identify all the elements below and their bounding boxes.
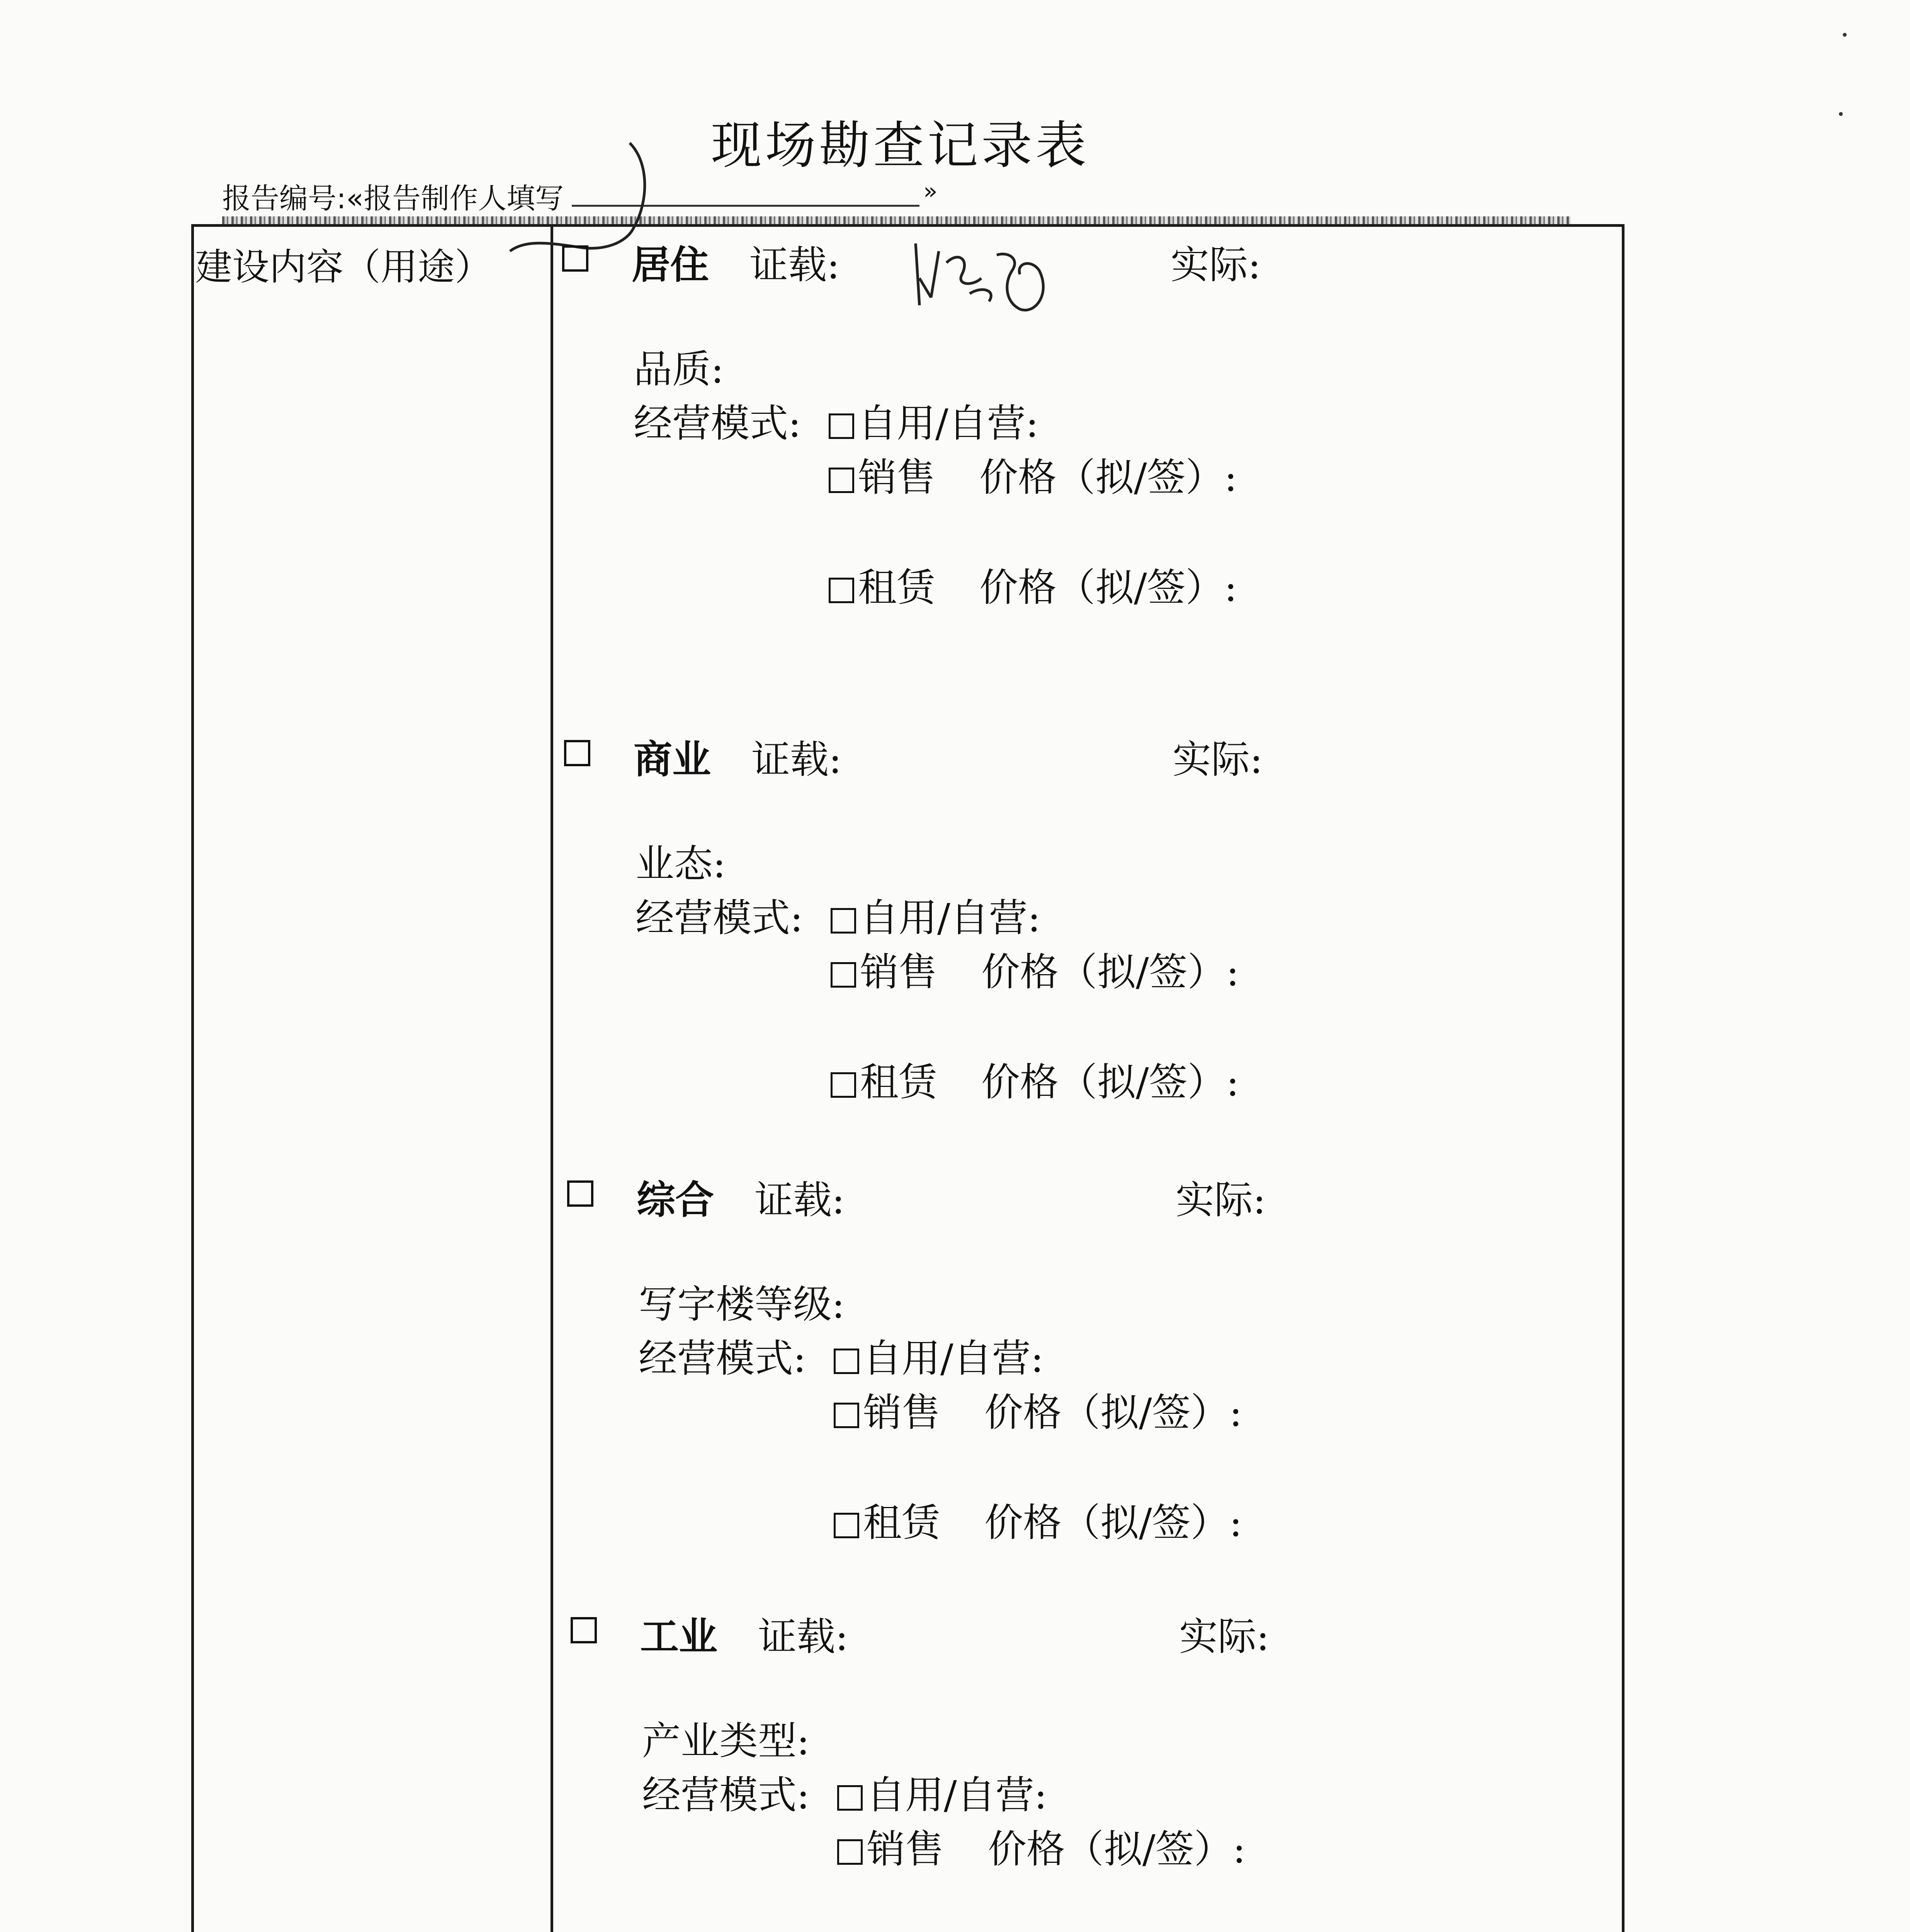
category-checkbox[interactable] [567, 1180, 593, 1207]
option-label: 租赁 [860, 1060, 937, 1105]
option-label: 销售 [858, 455, 935, 500]
option-checkbox[interactable] [834, 1513, 859, 1538]
report-number-close: » [923, 178, 938, 205]
option-sale[interactable] [834, 1381, 940, 1437]
header-rule [222, 216, 1570, 225]
option-label: 销售 [860, 949, 937, 995]
option-checkbox[interactable] [837, 1785, 863, 1811]
option-self-use[interactable] [831, 887, 1040, 942]
category-name: 工业 [640, 1614, 717, 1659]
price-label [988, 1928, 1246, 1932]
page-title: 现场勘查记录表 [711, 116, 1089, 175]
category-checkbox[interactable] [571, 1617, 597, 1643]
option-sale[interactable] [837, 1818, 944, 1874]
option-checkbox[interactable] [831, 962, 856, 988]
option-label: 自用/自营: [863, 1336, 1044, 1381]
category-name: 综合 [637, 1177, 714, 1223]
option-sale[interactable] [831, 941, 937, 997]
option-label: 自用/自营: [867, 1772, 1047, 1818]
option-checkbox[interactable] [837, 1839, 863, 1865]
sub-label: 产业类型: [642, 1718, 810, 1764]
operating-mode-label: 经营模式: [636, 895, 803, 940]
option-label: 自用/自营: [860, 895, 1041, 940]
sub-label: 业态: [636, 841, 726, 886]
price-label: 价格（拟/签）: [984, 1390, 1242, 1435]
option-label: 租赁 [863, 1500, 940, 1545]
sub-label: 品质: [634, 347, 724, 392]
price-label: 价格（拟/签）: [979, 455, 1237, 500]
handwritten-signature [904, 228, 1066, 325]
sub-label: 写字楼等级: [639, 1282, 845, 1327]
option-checkbox[interactable] [831, 908, 856, 934]
option-checkbox[interactable] [829, 578, 854, 603]
option-sale[interactable] [829, 446, 935, 502]
operating-mode-label: 经营模式: [642, 1772, 810, 1818]
construction-content-label: 建设内容（用途） [195, 245, 492, 289]
operating-mode-label: 经营模式: [634, 401, 801, 446]
actual-label: 实际: [1179, 1614, 1269, 1659]
option-lease[interactable] [837, 1928, 944, 1932]
table-divider [551, 224, 553, 1932]
option-self-use[interactable] [834, 1327, 1043, 1383]
price-label: 价格（拟/签）: [979, 565, 1237, 610]
category-name: 居住 [632, 242, 709, 287]
option-checkbox[interactable] [834, 1403, 859, 1428]
actual-label: 实际: [1173, 737, 1263, 782]
option-lease[interactable] [829, 556, 935, 612]
cert-label: 证载: [749, 242, 840, 287]
option-checkbox[interactable] [829, 468, 854, 493]
option-self-use[interactable] [829, 392, 1038, 448]
option-lease[interactable] [834, 1492, 940, 1547]
scan-speck [1839, 112, 1843, 116]
category-checkbox[interactable] [564, 740, 590, 766]
report-number-label: 报告编号:«报告制作人填写 [222, 182, 564, 215]
scan-speck [1843, 33, 1847, 37]
price-label: 价格（拟/签）: [988, 1827, 1246, 1872]
option-checkbox[interactable] [834, 1349, 859, 1374]
price-label: 价格（拟/签）: [981, 1060, 1239, 1105]
price-label: 价格（拟/签）: [981, 949, 1239, 995]
actual-label: 实际: [1171, 242, 1261, 287]
actual-label: 实际: [1176, 1177, 1266, 1223]
option-label: 销售 [863, 1390, 940, 1435]
cert-label: 证载: [758, 1614, 848, 1659]
option-label: 销售 [867, 1827, 944, 1872]
option-label: 租赁 [858, 565, 935, 610]
cert-label: 证载: [754, 1177, 845, 1223]
category-checkbox[interactable] [562, 245, 588, 272]
category-name: 商业 [634, 736, 711, 782]
option-self-use[interactable] [837, 1764, 1047, 1820]
cert-label: 证载: [751, 737, 842, 782]
option-checkbox[interactable] [829, 413, 854, 439]
operating-mode-label: 经营模式: [639, 1336, 806, 1381]
price-label: 价格（拟/签）: [984, 1500, 1242, 1545]
option-checkbox[interactable] [831, 1072, 856, 1098]
option-lease[interactable] [831, 1051, 937, 1107]
option-label: 自用/自营: [858, 401, 1039, 446]
